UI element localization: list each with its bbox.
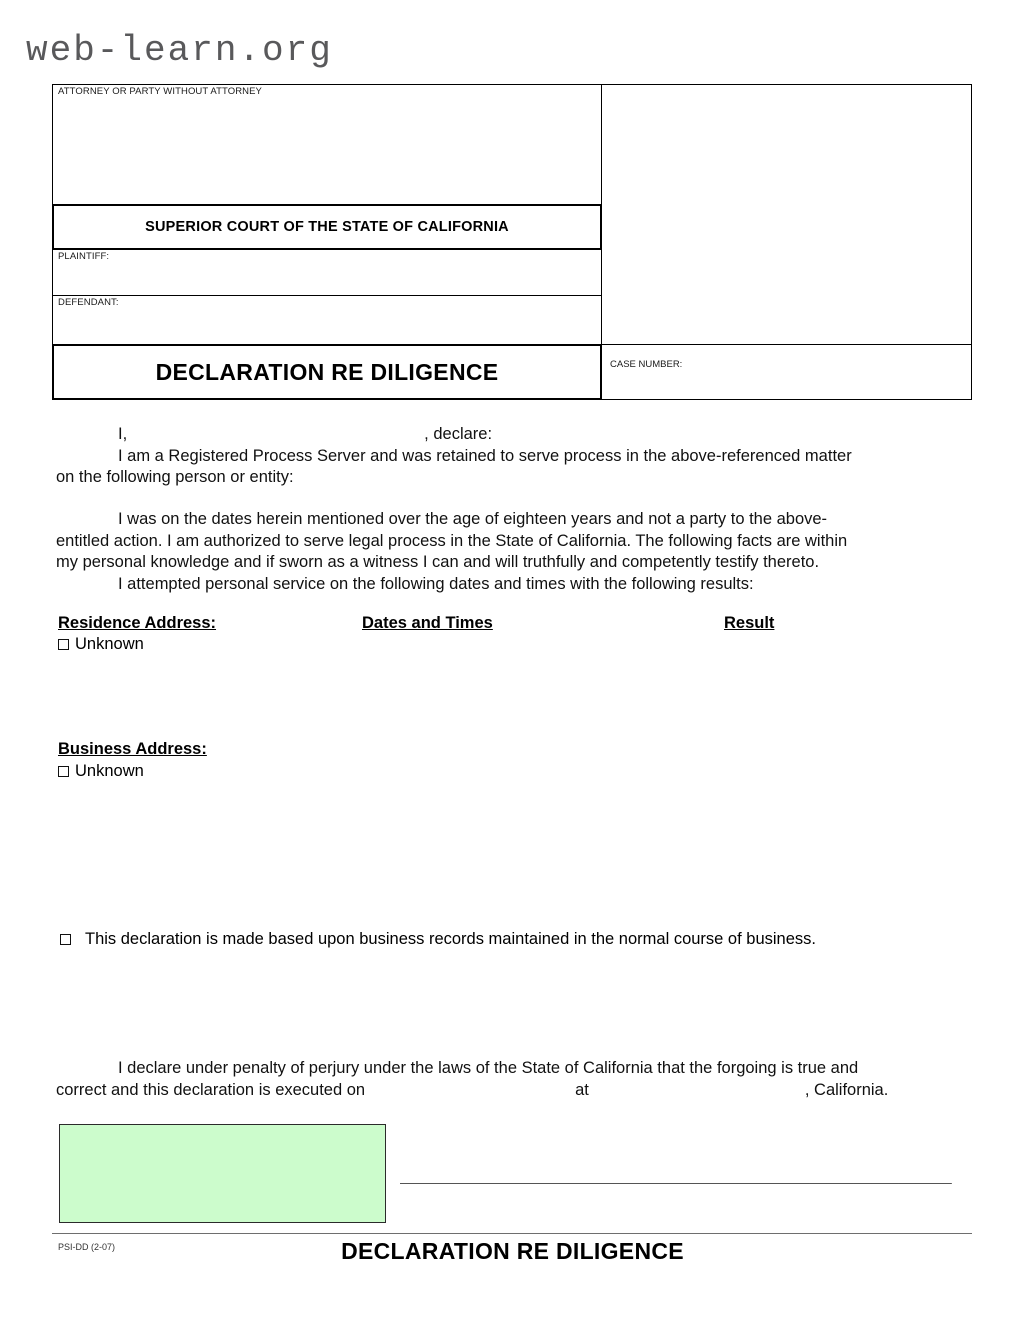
business-unknown-row[interactable] [58, 762, 144, 781]
footer-divider [52, 1233, 972, 1234]
business-address-heading: Business Address: [58, 740, 207, 758]
defendant-field-label: DEFENDANT: [58, 297, 119, 308]
para3-line1: I attempted personal service on the following dates and times with the following results: [118, 575, 754, 593]
superior-court-label: SUPERIOR COURT OF THE STATE OF CALIFORNIA [145, 219, 509, 235]
site-watermark: web-learn.org [26, 30, 333, 71]
business-records-label: This declaration is made based upon business records maintained in the normal course of business. [85, 930, 816, 948]
declarant-intro-paragraph [56, 424, 961, 489]
attempted-service-paragraph [56, 574, 961, 596]
checkbox-icon[interactable] [58, 766, 69, 777]
checkbox-icon[interactable] [58, 639, 69, 650]
residence-unknown-label: Unknown [75, 635, 144, 653]
signature-stamp-block[interactable] [59, 1124, 386, 1223]
form-title-box [52, 344, 602, 400]
closing-line2-suffix: , California. [804, 1080, 889, 1099]
dates-and-times-heading: Dates and Times [362, 614, 493, 632]
attorney-field-label: ATTORNEY OR PARTY WITHOUT ATTORNEY [58, 86, 262, 97]
residence-address-heading: Residence Address: [58, 614, 217, 632]
filing-stamp-box[interactable] [602, 84, 972, 345]
declarant-i-label: I, [118, 425, 128, 443]
page-title: DECLARATION RE DILIGENCE [155, 358, 499, 385]
superior-court-row [52, 204, 602, 250]
para2-line2: entitled action. I am authorized to serve legal process in the State of California. The following facts are within [56, 531, 848, 550]
footer-form-title: DECLARATION RE DILIGENCE [341, 1238, 684, 1264]
closing-line1: I declare under penalty of perjury under the laws of the State of California that the forgoing is true and [118, 1059, 859, 1077]
business-records-row[interactable] [60, 930, 816, 949]
case-number-box[interactable] [602, 344, 972, 400]
residence-unknown-row[interactable] [58, 635, 144, 654]
business-unknown-label: Unknown [75, 762, 144, 780]
closing-at-label: at [575, 1080, 589, 1099]
attorney-field-box[interactable] [52, 84, 602, 205]
plaintiff-field-label: PLAINTIFF: [58, 251, 110, 262]
para1-line2: on the following person or entity: [56, 468, 294, 486]
para2-line3: my personal knowledge and if sworn as a witness I can and will truthfully and competently testify thereto. [56, 553, 820, 571]
signature-line[interactable]: ______________________________________________________________ [400, 1168, 952, 1185]
para1-line1: I am a Registered Process Server and was retained to serve process in the above-referenced matter [118, 446, 852, 465]
declare-label: , declare: [424, 425, 493, 443]
checkbox-icon[interactable] [60, 934, 71, 945]
form-title-row [52, 344, 972, 400]
result-heading: Result [724, 614, 775, 632]
para2-line1: I was on the dates herein mentioned over the age of eighteen years and not a party to the above- [118, 510, 828, 528]
plaintiff-field-box[interactable] [52, 249, 602, 296]
closing-line2-prefix: correct and this declaration is executed on [56, 1080, 366, 1099]
process-server-paragraph [56, 509, 961, 574]
defendant-field-box[interactable] [52, 295, 602, 345]
perjury-declaration-paragraph [56, 1058, 961, 1101]
form-code-label: PSI-DD (2-07) [58, 1242, 116, 1252]
case-number-label: CASE NUMBER: [610, 359, 683, 370]
